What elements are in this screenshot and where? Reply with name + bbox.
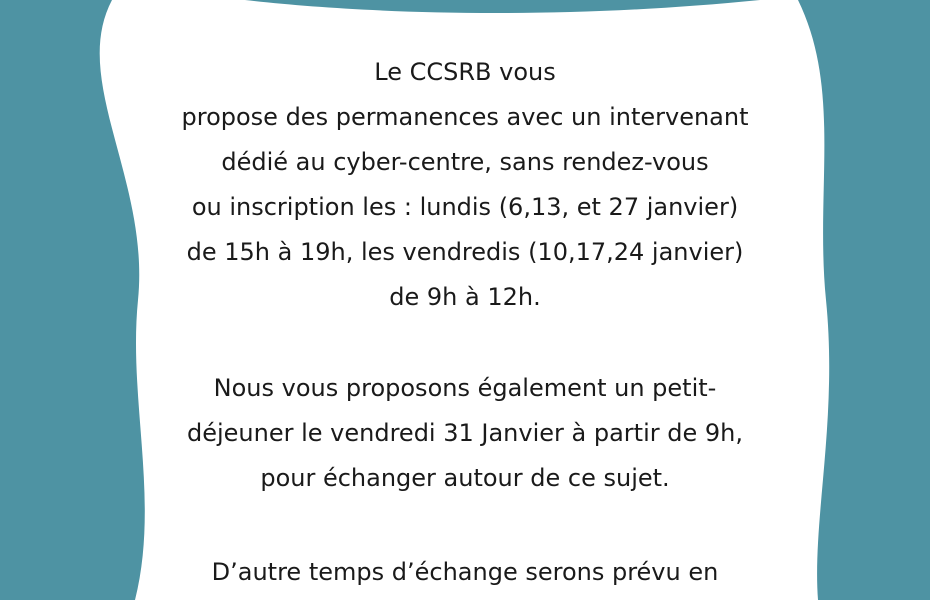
- text-line: Nous vous proposons également un petit-: [213, 374, 717, 402]
- text-line: de 15h à 19h, les vendredis (10,17,24 janvier): [186, 238, 744, 266]
- text-line: ou inscription les : lundis (6,13, et 27 janvier): [191, 193, 739, 221]
- text-line: Le CCSRB vous: [374, 58, 556, 86]
- text-line: déjeuner le vendredi 31 Janvier à partir de 9h,: [187, 419, 743, 447]
- text-line: dédié au cyber-centre, sans rendez-vous: [221, 148, 709, 176]
- paragraph-permanences: [140, 50, 790, 320]
- paragraph-autres-echanges: [140, 550, 790, 595]
- text-line: de 9h à 12h.: [389, 283, 541, 311]
- paragraph-petit-dejeuner: [140, 366, 790, 501]
- text-line: D’autre temps d’échange serons prévu en: [211, 558, 719, 586]
- text-line: pour échanger autour de ce sujet.: [260, 464, 670, 492]
- text-line: propose des permanences avec un intervenant: [181, 103, 749, 131]
